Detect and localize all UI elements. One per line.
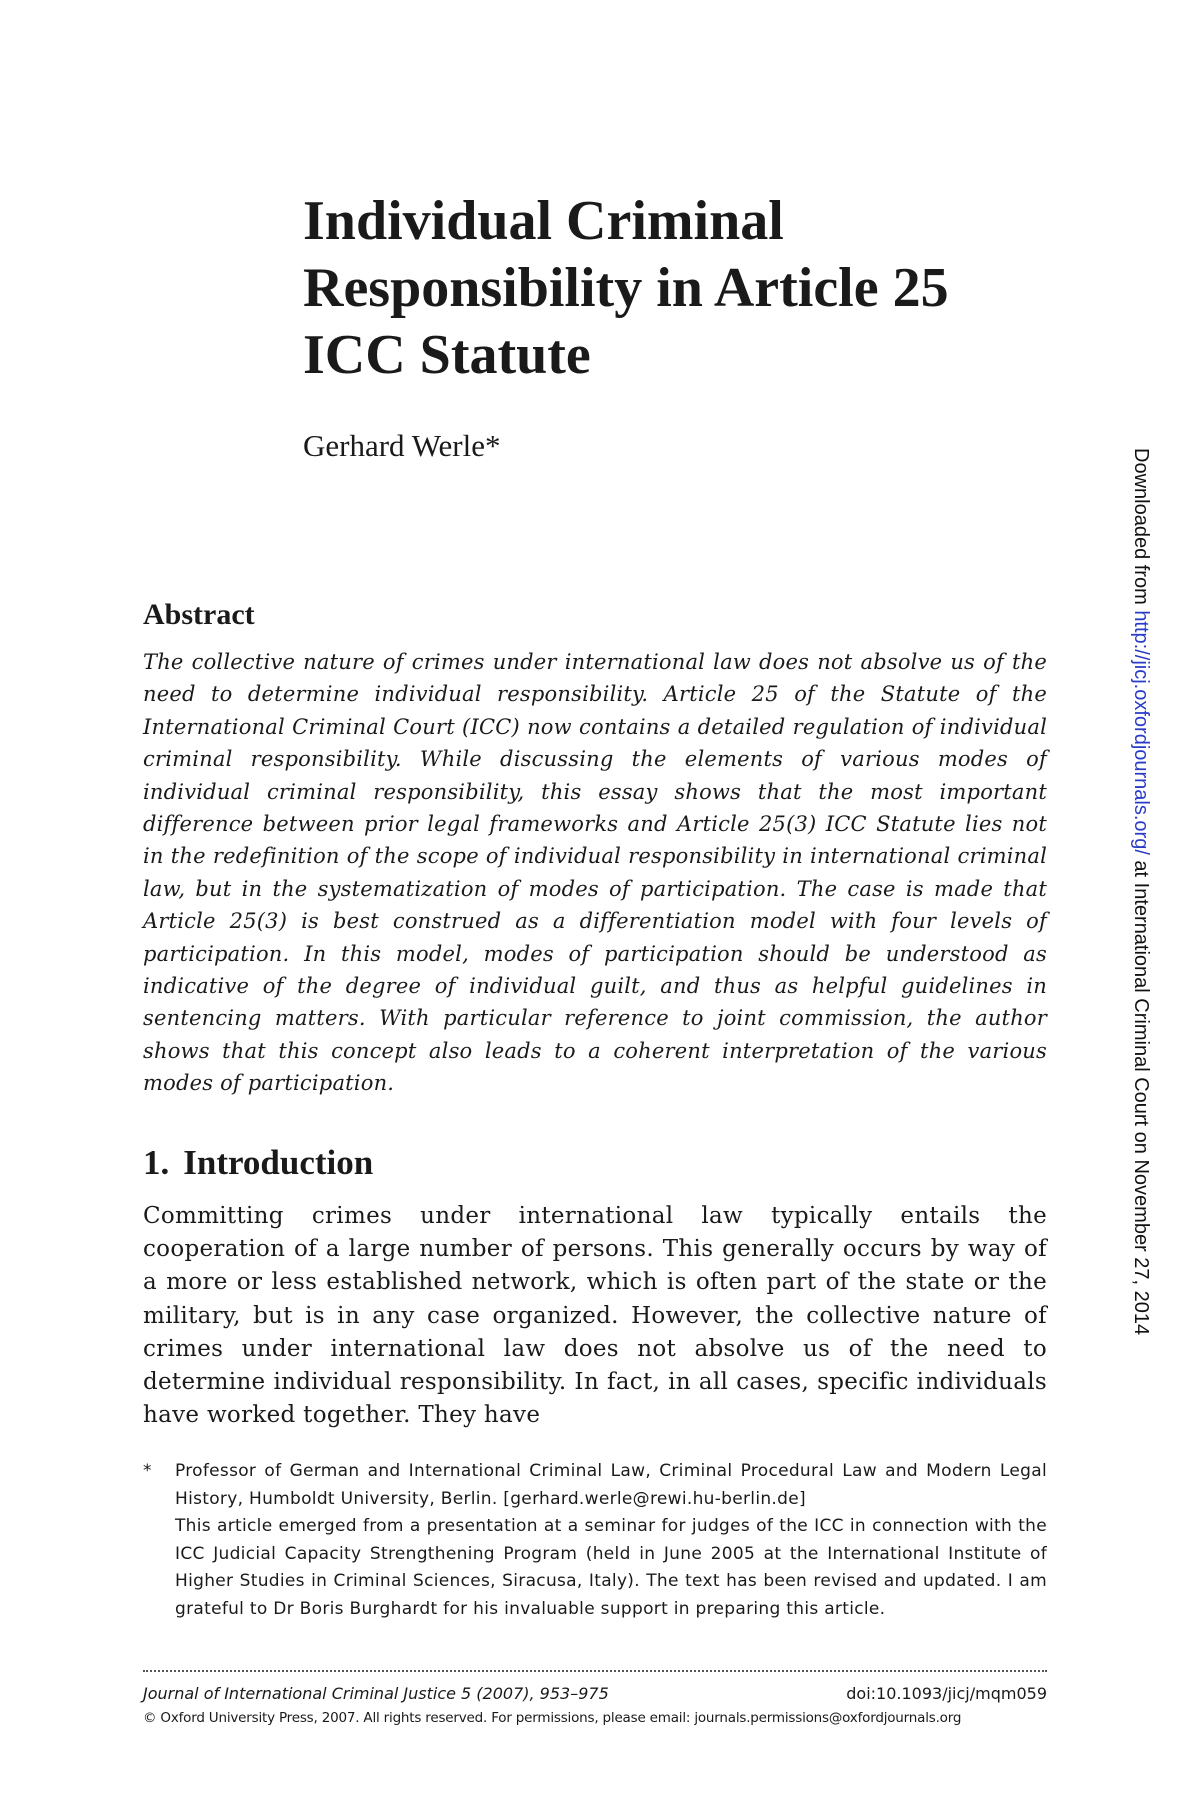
footnote-marker: * [143,1461,152,1481]
footer-citation [143,1684,1047,1703]
section-number: 1. [143,1143,170,1182]
article-title [303,188,1023,389]
download-link[interactable]: http://jicj.oxfordjournals.org/ [1130,610,1152,855]
download-suffix: at International Criminal Court on November 27, 2014 [1130,854,1152,1336]
footnote [143,1458,1047,1623]
footer-divider [143,1670,1047,1672]
download-watermark [1129,448,1152,1335]
title-line-1: Individual Criminal [303,190,784,252]
introduction-text: Committing crimes under international law typically entails the cooperation of a large number of persons. This generally occurs by way of a more or less established network, which is often part of the state or the military, but is in any case organized. However, the collective nature of crimes under international law does not absolve us of the need to determine individual responsibility. In fact, in all cases, specific individuals have worked together. They have [143,1203,1047,1429]
footnote-note: This article emerged from a presentation at a seminar for judges of the ICC in connection with the ICC Judicial Capacity Strengthening Program (held in June 2005 at the International Institute of Higher Studies in Criminal Sciences, Siracusa, Italy). The text has been revised and updated. I am grateful to Dr Boris Burghardt for his invaluable support in preparing this article. [175,1516,1047,1619]
section-heading-introduction [143,1143,373,1183]
title-line-3: ICC Statute [303,324,591,386]
title-line-2: Responsibility in Article 25 [303,257,949,319]
footnote-affiliation: Professor of German and International Criminal Law, Criminal Procedural Law and Modern Legal History, Humboldt University, Berlin. [gerhard.werle@rewi.hu-berlin.de] [175,1461,1047,1509]
copyright-notice: © Oxford University Press, 2007. All rights reserved. For permissions, please email: journals.permissions@oxfordjournals.org [143,1710,962,1726]
author-name: Gerhard Werle* [303,428,501,463]
download-prefix: Downloaded from [1130,448,1152,611]
abstract-text: The collective nature of crimes under international law does not absolve us of the need to determine individual responsibility. Article 25 of the Statute of the International Criminal Court (ICC) now contains a detailed regulation of individual criminal responsibility. While discussing the elements of various modes of individual criminal responsibility, this essay shows that the most important difference between prior legal frameworks and Article 25(3) ICC Statute lies not in the redefinition of the scope of individual responsibility in international criminal law, but in the systematization of modes of participation. The case is made that Article 25(3) is best construed as a differentiation model with four levels of participation. In this model, modes of participation should be understood as indicative of the degree of individual guilt, and thus as helpful guidelines in sentencing matters. With particular reference to joint commission, the author shows that this concept also leads to a coherent interpretation of the various modes of participation. [143,650,1047,1096]
abstract-heading: Abstract [143,598,255,631]
doi-text: doi:10.1093/jicj/mqm059 [846,1684,1047,1703]
journal-citation: Journal of International Criminal Justice 5 (2007), 953–975 [143,1684,609,1703]
section-title: Introduction [183,1143,374,1182]
